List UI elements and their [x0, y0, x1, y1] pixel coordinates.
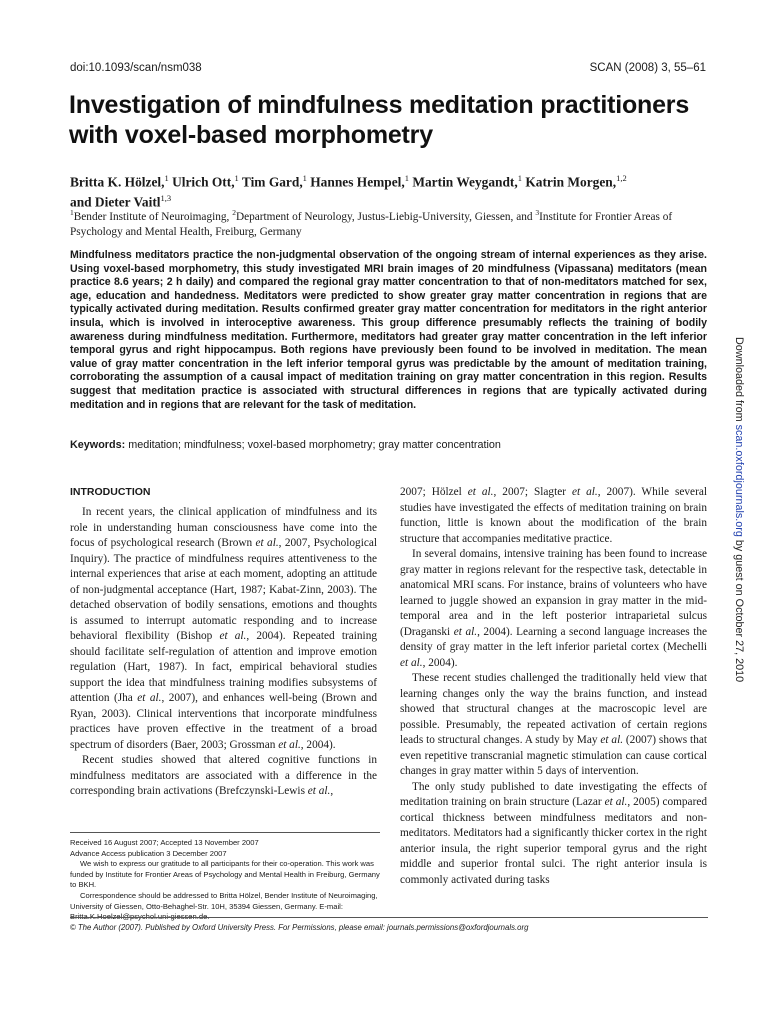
- left-column: [70, 485, 377, 800]
- journal-citation: SCAN (2008) 3, 55–61: [589, 62, 706, 74]
- affiliation-text: Department of Neurology, Justus-Liebig-University, Giessen, and: [235, 210, 536, 223]
- body-paragraph: These recent studies challenged the traditionally held view that learning changes only the way the brains function, and instead showed that structural changes at the macroscopic level are possible. Presumably, the repeated activation of certain regions leads to structural changes. A study by May et al. (2007) shows that even repetitive transcranial magnetic stimulation can cause cortical changes in gray matter within 5 days of intervention.: [400, 672, 708, 777]
- affiliation-marker: 2: [232, 208, 236, 217]
- author-name: Britta K. Hölzel,: [70, 174, 165, 190]
- author-name: Katrin Morgen,: [522, 174, 617, 190]
- right-column: [400, 485, 707, 888]
- affiliation-marker: 3: [535, 208, 540, 217]
- introduction-heading: INTRODUCTION: [70, 486, 151, 498]
- acknowledgement: We wish to express our gratitude to all participants for their co-operation. This work was funded by Institute for Frontier Areas of Psychology and Mental Health in Freiburg, Germany to BKH.: [70, 859, 380, 890]
- doi: doi:10.1093/scan/nsm038: [70, 62, 202, 74]
- author-affiliation-marker: 1,3: [160, 193, 172, 204]
- body-paragraph: In several domains, intensive training has been found to increase gray matter in regions relevant for the respective task, detectable in anatomical MRI scans. For instance, brains of volunteers who have learned to juggle showed an expansion in gray matter in the mid-temporal area and in the left posterior intraparietal sulcus (Draganski et al., 2004). Learning a second language increases the density of gray matter in the left inferior parietal cortex (Mechelli et al., 2004).: [400, 548, 708, 669]
- received-date: Received 16 August 2007; Accepted 13 November 2007: [70, 838, 259, 847]
- author-affiliation-marker: 1: [164, 173, 169, 183]
- affiliations: [70, 205, 710, 240]
- download-prefix: Downloaded from: [733, 337, 745, 425]
- copyright-notice: © The Author (2007). Published by Oxford University Press. For Permissions, please email: journals.permissions@oxfordjournals.org: [70, 923, 529, 932]
- author-affiliation-marker: 1: [302, 173, 307, 183]
- article-title: Investigation of mindfulness meditation practitioners with voxel-based morphometry: [69, 91, 690, 149]
- author-affiliation-marker: 1: [404, 173, 409, 183]
- copyright-divider: [70, 917, 708, 918]
- keywords: [70, 439, 707, 451]
- keywords-list: meditation; mindfulness; voxel-based morphometry; gray matter concentration: [125, 439, 501, 451]
- footnotes: [70, 838, 380, 923]
- keywords-label: Keywords:: [70, 439, 126, 451]
- correspondence: Correspondence should be addressed to Britta Hölzel, Bender Institute of Neuroimaging, University of Giessen, Otto-Behaghel-Str. 10H, 35394 Giessen, Germany. E-mail: Britta.K.Hoelzel@psychol.uni-giessen.de.: [70, 890, 378, 922]
- download-suffix: by guest on October 27, 2010: [733, 536, 745, 683]
- author-affiliation-marker: 1: [517, 173, 522, 183]
- footnote-divider: [70, 832, 380, 833]
- author-name: Hannes Hempel,: [306, 174, 405, 190]
- affiliation-text: Institute for Frontier Areas of Psychology and Mental Health, Freiburg, Germany: [70, 210, 673, 238]
- download-watermark: [733, 337, 745, 683]
- body-paragraph: The only study published to date investigating the effects of meditation training on brain structure (Lazar et al., 2005) compared cortical thickness between mindfulness meditators and non-meditators. Meditators had a significantly thicker cortex in the right anterior insula, the right superior temporal gyrus and the right middle and superior frontal sulci. The right anterior insula is commonly activated during tasks: [400, 780, 707, 886]
- body-paragraph: Recent studies showed that altered cognitive functions in mindfulness meditators are associated with a difference in the corresponding brain activations (Brefczynski-Lewis et al.,: [70, 754, 377, 797]
- affiliation-text: Bender Institute of Neuroimaging,: [73, 210, 233, 223]
- journal-link[interactable]: scan.oxfordjournals.org: [733, 424, 745, 537]
- author-name: and Dieter Vaitl: [70, 194, 161, 210]
- author-affiliation-marker: 1,2: [616, 173, 627, 183]
- affiliation-marker: 1: [70, 208, 74, 217]
- author-name: Ulrich Ott,: [168, 174, 235, 190]
- body-paragraph: 2007; Hölzel et al., 2007; Slagter et al., 2007). While several studies have investigated the effects of meditation training on brain function, little is known about the modification of the brain structure that accompanies meditative practice.: [400, 486, 707, 545]
- author-affiliation-marker: 1: [234, 173, 239, 183]
- advance-access-date: Advance Access publication 3 December 2007: [70, 848, 227, 858]
- abstract: Mindfulness meditators practice the non-judgmental observation of the ongoing stream of internal experiences as they arise. Using voxel-based morphometry, this study investigated MRI brain images of 20 mindfulness (Vipassana) meditators (mean practice 8.6 years; 2 h daily) and compared the regional gray matter concentration to that of non-meditators matched for sex, age, education and handedness. Meditators were predicted to show greater gray matter concentration in regions that are typically activated during meditation. Results confirmed greater gray matter concentration for meditators in the right anterior insula, which is involved in interoceptive awareness. This group difference presumably reflects the training of bodily awareness during mindfulness meditation. Furthermore, meditators had greater gray matter concentration in the left inferior temporal gyrus and right hippocampus. Both regions have previously been found to be involved in meditation. The mean value of gray matter concentration in the left inferior temporal gyrus was predictable by the amount of meditation training, corroborating the assumption of a causal impact of meditation training on gray matter concentration in this region. Results suggest that meditation practice is associated with structural differences in regions that are typically activated during meditation and in regions that are relevant for the task of meditation.: [70, 249, 707, 411]
- author-name: Tim Gard,: [238, 174, 303, 190]
- author-name: Martin Weygandt,: [409, 174, 518, 190]
- body-paragraph: In recent years, the clinical application of mindfulness and its role in understanding human consciousness have come into the focus of psychological research (Brown et al., 2007, Psychological Inquiry). The practice of mindfulness requires attentiveness to the internal experiences that arise at each moment, adopting an attitude of non-judgmental acceptance (Hart, 1987; Kabat-Zinn, 2003). The detached observation of bodily sensations, emotions and thoughts is assumed to interrupt automatic responding and to increase behavioral flexibility (Bishop et al., 2004). Repeated training should facilitate self-regulation of attention and improve emotion regulation (Hart, 1987). In fact, empirical behavioral studies support the idea that mindfulness training modifies subsystems of attention (Jha et al., 2007), and enhances well-being (Brown and Ryan, 2003). Clinical interventions that incorporate mindfulness practices have proven effective in the treatment of a broad spectrum of disorders (Baer, 2003; Grossman et al., 2004).: [70, 506, 378, 751]
